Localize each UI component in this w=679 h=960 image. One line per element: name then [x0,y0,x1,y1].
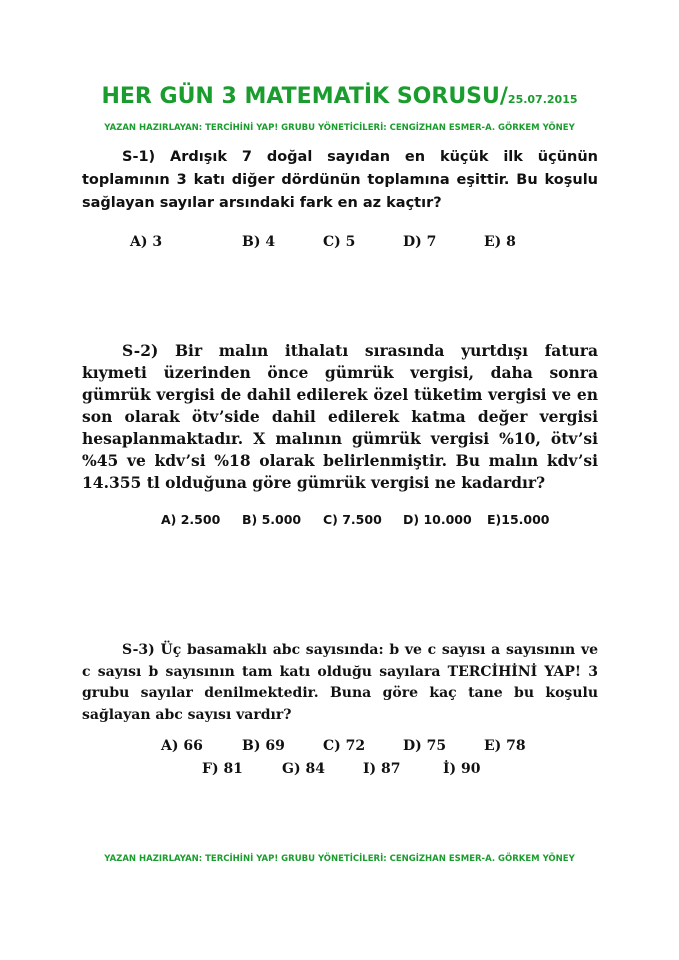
q3-option-i[interactable]: I) 87 [363,761,401,777]
q1-option-d[interactable]: D) 7 [403,234,437,250]
question-2-options [0,512,679,532]
question-2 [82,340,598,494]
title-text: HER GÜN 3 MATEMATİK SORUSU/ [101,84,508,109]
question-2-text: S-2) Bir malın ithalatı sırasında yurtdışı fatura kıymeti üzerinden önce gümrük vergisi, daha sonra gümrük vergisi de dahil edilerek özel tüketim vergisi ve en son olarak ötv’side dahil edilerek katma değer vergisi hesaplanmaktadır. X malının gümrük vergisi %10, ötv’si %45 ve kdv’si %18 olarak belirlenmiştir. Bu malın kdv’si 14.355 tl olduğuna göre gümrük vergisi ne kadardır? [82,341,598,492]
q3-option-g[interactable]: G) 84 [282,761,325,777]
q2-option-d[interactable]: D) 10.000 [403,512,472,527]
q1-option-b[interactable]: B) 4 [242,234,276,250]
q3-option-e[interactable]: E) 78 [484,738,526,754]
q3-option-f[interactable]: F) 81 [202,761,243,777]
question-3-options-row-1 [0,738,679,758]
q2-option-e[interactable]: E)15.000 [487,512,550,527]
title-date: 25.07.2015 [507,93,578,106]
question-1 [82,146,598,215]
q2-option-a[interactable]: A) 2.500 [161,512,221,527]
page-title [0,84,679,109]
q1-option-e[interactable]: E) 8 [484,234,516,250]
header-authors: YAZAN HAZIRLAYAN: TERCİHİNİ YAP! GRUBU YÖNETİCİLERİ: CENGİZHAN ESMER-A. GÖRKEM YÖNEY [104,123,575,133]
question-3-text: S-3) Üç basamaklı abc sayısında: b ve c sayısı a sayısının ve c sayısı b sayısının tam katı olduğu sayılara TERCİHİNİ YAP! 3 grubu sayılar denilmektedir. Buna göre kaç tane bu koşulu sağlayan abc sayısı vardır? [82,642,598,723]
footer-authors: YAZAN HAZIRLAYAN: TERCİHİNİ YAP! GRUBU YÖNETİCİLERİ: CENGİZHAN ESMER-A. GÖRKEM YÖNEY [104,854,575,864]
q3-option-c[interactable]: C) 72 [323,738,366,754]
question-3 [82,640,598,726]
q2-option-b[interactable]: B) 5.000 [242,512,302,527]
question-3-options-row-2 [0,761,679,781]
q2-option-c[interactable]: C) 7.500 [323,512,382,527]
q3-option-a[interactable]: A) 66 [161,738,203,754]
q3-option-i-dotted[interactable]: İ) 90 [443,761,481,777]
q3-option-d[interactable]: D) 75 [403,738,447,754]
question-1-options [0,234,679,254]
q3-option-b[interactable]: B) 69 [242,738,285,754]
q1-option-c[interactable]: C) 5 [323,234,356,250]
question-1-text: S-1) Ardışık 7 doğal sayıdan en küçük ilk üçünün toplamının 3 katı diğer dördünün toplamına eşittir. Bu koşulu sağlayan sayılar arsındaki fark en az kaçtır? [82,149,598,211]
q1-option-a[interactable]: A) 3 [130,234,163,250]
